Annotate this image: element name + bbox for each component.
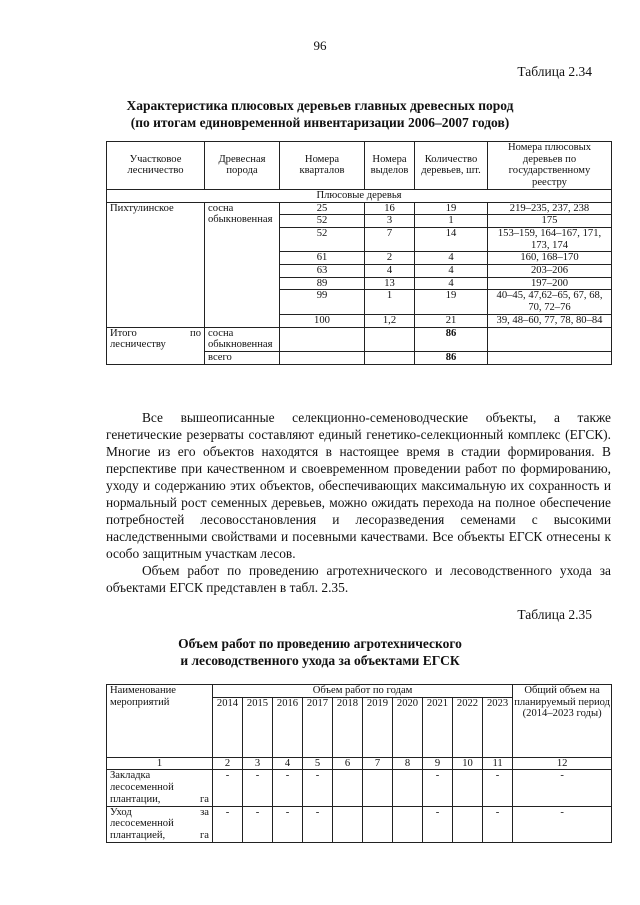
cell-value: -	[213, 806, 243, 842]
cell-empty	[488, 327, 612, 351]
cell-quarter: 61	[280, 252, 365, 265]
column-number: 12	[513, 757, 612, 770]
column-number: 6	[333, 757, 363, 770]
cell-quarter: 99	[280, 290, 365, 314]
paragraph: Объем работ по проведению агротехнического и лесоводственного ухода за объектами ЕГСК представлен в табл. 2.35.	[106, 563, 611, 595]
header-total: Общий объем на планируемый период (2014–2023 годы)	[513, 685, 612, 758]
column-number: 8	[393, 757, 423, 770]
cell-section: 4	[365, 265, 415, 278]
cell-value	[453, 806, 483, 842]
table-title-line: Объем работ по проведению агротехнического	[178, 636, 462, 651]
cell-count: 4	[415, 277, 488, 290]
header-registry: Номера плюсовых деревьев по государственному реестру	[488, 142, 612, 190]
cell-value: -	[513, 806, 612, 842]
cell-quarter: 100	[280, 314, 365, 327]
cell-section: 16	[365, 202, 415, 215]
header-year: 2023	[483, 697, 513, 757]
cell-section: 1	[365, 290, 415, 314]
cell-count: 4	[415, 252, 488, 265]
header-year: 2019	[363, 697, 393, 757]
header-year: 2017	[303, 697, 333, 757]
column-number: 1	[107, 757, 213, 770]
cell-value	[363, 806, 393, 842]
cell-count: 1	[415, 215, 488, 228]
page-number: 96	[313, 38, 327, 53]
body-text	[106, 409, 611, 596]
cell-quarter: 89	[280, 277, 365, 290]
cell-registry: 160, 168–170	[488, 252, 612, 265]
cell-value: -	[513, 770, 612, 806]
cell-value: -	[423, 806, 453, 842]
header-year: 2018	[333, 697, 363, 757]
column-number: 11	[483, 757, 513, 770]
cell-value: -	[303, 806, 333, 842]
cell-value: -	[243, 806, 273, 842]
cell-registry: 175	[488, 215, 612, 228]
cell-quarter: 52	[280, 215, 365, 228]
cell-count: 19	[415, 290, 488, 314]
header-year: 2015	[243, 697, 273, 757]
header-year: 2016	[273, 697, 303, 757]
cell-section: 3	[365, 215, 415, 228]
header-activity: Наименование мероприятий	[107, 685, 213, 758]
cell-empty	[365, 351, 415, 364]
column-number: 3	[243, 757, 273, 770]
total-species-count: 86	[415, 327, 488, 351]
cell-value: -	[483, 770, 513, 806]
cell-quarter: 25	[280, 202, 365, 215]
column-number: 4	[273, 757, 303, 770]
cell-registry: 219–235, 237, 238	[488, 202, 612, 215]
total-all-label: всего	[205, 351, 280, 364]
header-year: 2021	[423, 697, 453, 757]
header-sections: Номера выделов	[365, 142, 415, 190]
cell-section: 2	[365, 252, 415, 265]
cell-section: 13	[365, 277, 415, 290]
activity-name: Уход за лесосеменной плантацией, га	[107, 806, 213, 842]
table-title-line: и лесоводственного ухода за объектами ЕГСК	[180, 653, 460, 668]
cell-registry: 203–206	[488, 265, 612, 278]
cell-value	[393, 770, 423, 806]
column-number: 10	[453, 757, 483, 770]
cell-count: 4	[415, 265, 488, 278]
works-volume-table	[106, 684, 612, 843]
paragraph: Все вышеописанные селекционно-семеноводческие объекты, а также генетические резерваты составляют единый генетико-селекционный комплекс (ЕГСК). Многие из его объектов находятся в настоящее время в стадии формирования. В перспективе при качественном и своевременном проведении работ по формированию, уходу и содержанию этих объектов, обеспечивающих максимальную их сохранность и нормальный рост семенных деревьев, можно ожидать перехода на полное обеспечение потребностей лесовосстановления и лесоразведения семенами с высокими наследственными свойствами и посевными качествами. Все объекты ЕГСК отнесены к особо защитным участкам лесов.	[106, 410, 611, 561]
activity-name: Закладка лесосеменной плантации, га	[107, 770, 213, 806]
cell-value: -	[303, 770, 333, 806]
cell-value: -	[273, 806, 303, 842]
cell-value	[333, 806, 363, 842]
cell-registry: 153–159, 164–167, 171, 173, 174	[488, 227, 612, 251]
cell-value: -	[243, 770, 273, 806]
cell-section: 7	[365, 227, 415, 251]
cell-count: 21	[415, 314, 488, 327]
header-years-group: Объем работ по годам	[213, 685, 513, 698]
header-quarters: Номера кварталов	[280, 142, 365, 190]
table-label: Таблица 2.35	[517, 607, 592, 622]
column-number: 7	[363, 757, 393, 770]
species-name: сосна обыкновенная	[205, 202, 280, 327]
cell-quarter: 52	[280, 227, 365, 251]
header-year: 2014	[213, 697, 243, 757]
total-all-count: 86	[415, 351, 488, 364]
cell-value	[453, 770, 483, 806]
plus-trees-table	[106, 141, 612, 365]
total-label: Итого по лесничеству	[107, 327, 205, 364]
section-label: Плюсовые деревья	[107, 189, 612, 202]
table-title-line: Характеристика плюсовых деревьев главных древесных пород	[126, 98, 514, 113]
cell-registry: 40–45, 47,62–65, 67, 68, 70, 72–76	[488, 290, 612, 314]
cell-value: -	[483, 806, 513, 842]
header-species: Древесная порода	[205, 142, 280, 190]
column-number: 2	[213, 757, 243, 770]
cell-empty	[365, 327, 415, 351]
cell-value: -	[273, 770, 303, 806]
cell-quarter: 63	[280, 265, 365, 278]
cell-value: -	[213, 770, 243, 806]
table-title-line: (по итогам единовременной инвентаризации 2006–2007 годов)	[130, 115, 510, 130]
table-label: Таблица 2.34	[517, 64, 592, 79]
cell-empty	[280, 327, 365, 351]
cell-empty	[280, 351, 365, 364]
table-title	[0, 97, 640, 131]
header-year: 2020	[393, 697, 423, 757]
column-number: 5	[303, 757, 333, 770]
cell-count: 19	[415, 202, 488, 215]
column-number: 9	[423, 757, 453, 770]
total-species: сосна обыкновенная	[205, 327, 280, 351]
table-title	[0, 635, 640, 669]
header-count: Количество деревьев, шт.	[415, 142, 488, 190]
cell-section: 1,2	[365, 314, 415, 327]
cell-registry: 197–200	[488, 277, 612, 290]
header-year: 2022	[453, 697, 483, 757]
cell-value	[333, 770, 363, 806]
cell-registry: 39, 48–60, 77, 78, 80–84	[488, 314, 612, 327]
cell-value	[363, 770, 393, 806]
cell-value: -	[423, 770, 453, 806]
cell-count: 14	[415, 227, 488, 251]
header-forestry: Участковое лесничество	[107, 142, 205, 190]
forestry-name: Пихтулинское	[107, 202, 205, 327]
cell-empty	[488, 351, 612, 364]
cell-value	[393, 806, 423, 842]
